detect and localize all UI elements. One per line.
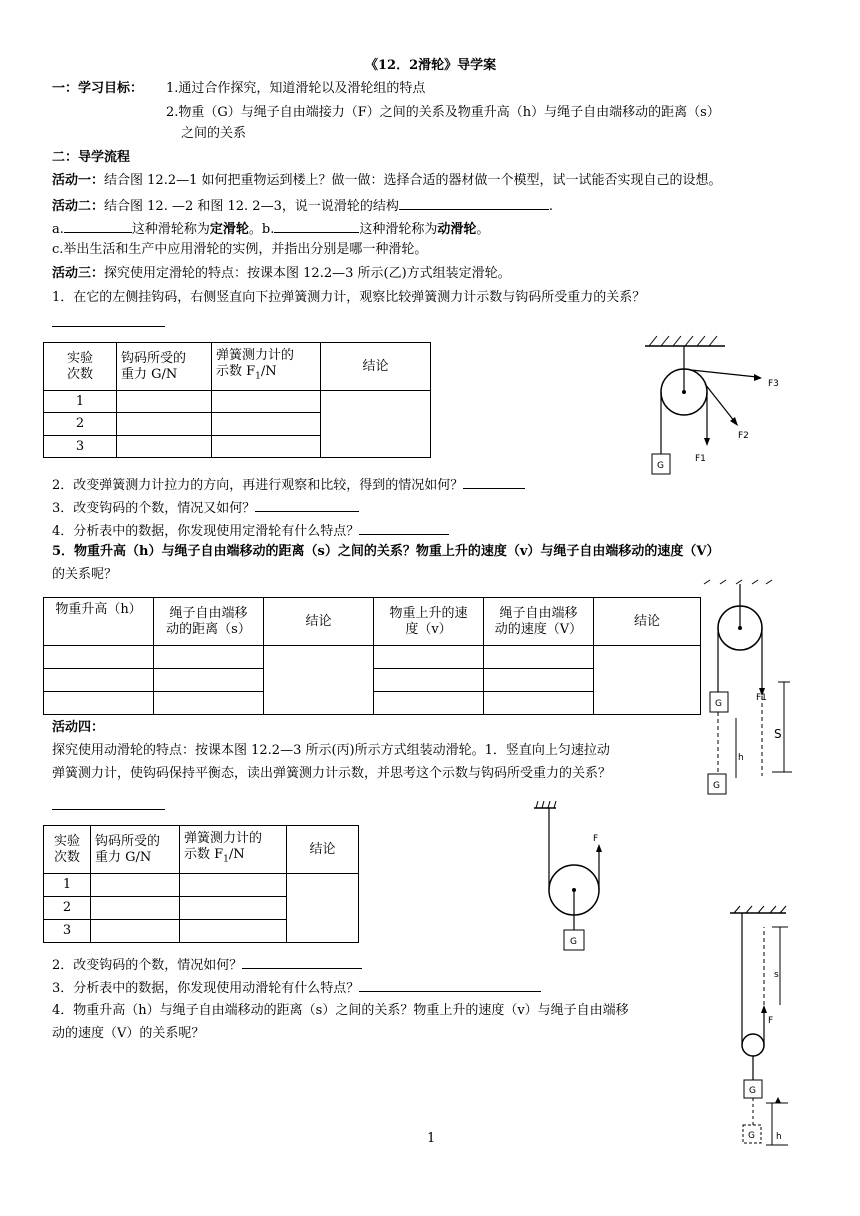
activity-4-q4: 4．物重升高（h）与绳子自由端移动的距离（s）之间的关系？物重上升的速度（v）与绳子自由端移 <box>52 1003 629 1018</box>
answer-blank[interactable] <box>274 219 359 233</box>
activity-3-q2: 2．改变弹簧测力计拉力的方向，再进行观察和比较，得到的情况如何？ <box>52 475 525 494</box>
table-cell: 3 <box>44 920 91 943</box>
table-header: 结论 <box>287 826 359 874</box>
table-header: 弹簧测力计的 示数 $F_1/N$ <box>212 343 321 391</box>
activity-2-text: 结合图 12. —2 和图 12. 2—3，说一说滑轮的结构 <box>104 199 399 214</box>
section-goals-label: 一：学习目标： <box>52 81 144 96</box>
answer-blank[interactable] <box>52 313 165 327</box>
weight-label-g: G <box>657 461 664 471</box>
table-header: 绳子自由端移 动的速度（V） <box>484 598 594 646</box>
force-label-f1: F1 <box>756 693 767 703</box>
table-header: 钩码所受的 重力 G/N <box>117 343 212 391</box>
conclusion-cell[interactable] <box>594 646 701 715</box>
activity-3-q5: 5．物重升高（h）与绳子自由端移动的距离（s）之间的关系？物重上升的速度（v）与绳子自由端移动的速度（V） <box>52 544 720 559</box>
activity-2-c: c.举出生活和生产中应用滑轮的实例，并指出分别是哪一种滑轮。 <box>52 242 428 257</box>
activity-1-label: 活动一： <box>52 173 105 188</box>
table-cell[interactable] <box>44 692 154 715</box>
fixed-pulley-table-1 <box>43 342 431 458</box>
table-header: 实验 次数 <box>44 343 117 391</box>
table-cell[interactable] <box>117 413 212 436</box>
goal-1: 1.通过合作探究，知道滑轮以及滑轮组的特点 <box>166 81 426 96</box>
table-cell[interactable] <box>154 669 264 692</box>
movable-pulley-distance-diagram <box>728 905 828 1150</box>
activity-1 <box>52 173 722 189</box>
table-cell[interactable] <box>180 897 287 920</box>
height-label-h: h <box>738 753 744 763</box>
activity-3-q4: 4．分析表中的数据，你发现使用定滑轮有什么特点？ <box>52 521 449 540</box>
height-label-h: h <box>776 1132 782 1142</box>
table-cell[interactable] <box>91 874 180 897</box>
answer-blank[interactable] <box>255 498 359 512</box>
table-cell[interactable] <box>154 646 264 669</box>
fixed-pulley-table-2 <box>43 597 701 715</box>
activity-4-text: 探究使用动滑轮的特点：按课本图 12.2—3 所示(丙)所示方式组装动滑轮。1．竖直向上匀速拉动 <box>52 743 610 758</box>
table-cell: 2 <box>44 413 117 436</box>
table-header: 绳子自由端移 动的距离（s） <box>154 598 264 646</box>
table-cell: 1 <box>44 874 91 897</box>
goal-2-cont: 之间的关系 <box>181 126 247 141</box>
table-cell[interactable] <box>91 897 180 920</box>
table-cell[interactable] <box>484 646 594 669</box>
fixed-pulley-diagram <box>635 334 795 482</box>
activity-4-q2: 2．改变钩码的个数，情况如何？ <box>52 955 362 974</box>
movable-pulley-term: 动滑轮 <box>437 222 477 237</box>
answer-blank[interactable] <box>359 978 541 992</box>
table-header: 弹簧测力计的 示数 $F_1/N$ <box>180 826 287 874</box>
weight-label-g: G <box>570 937 577 947</box>
activity-3 <box>52 266 511 282</box>
line-b-prefix: 。b. <box>248 222 275 237</box>
table-cell[interactable] <box>117 436 212 458</box>
answer-blank[interactable] <box>463 475 525 489</box>
table-cell[interactable] <box>117 391 212 413</box>
activity-4-text-cont: 弹簧测力计，使钩码保持平衡态，读出弹簧测力计示数，并思考这个示数与钩码所受重力的关系？ <box>52 766 612 781</box>
answer-blank[interactable] <box>52 796 165 810</box>
answer-blank[interactable] <box>64 219 132 233</box>
movable-pulley-diagram <box>530 800 630 960</box>
answer-blank[interactable] <box>399 196 549 210</box>
line-a-prefix: a. <box>52 222 64 237</box>
page-title: 《12．2滑轮》导学案 <box>365 58 497 73</box>
fixed-pulley-distance-diagram <box>700 578 800 803</box>
activity-3-label: 活动三： <box>52 266 105 281</box>
distance-label-s: s <box>774 970 779 980</box>
table-cell[interactable] <box>212 391 321 413</box>
goal-2: 2.物重（G）与绳子自由端接力（F）之间的关系及物重升高（h）与绳子自由端移动的距离（s） <box>166 105 720 120</box>
force-label-f2: F2 <box>738 431 749 441</box>
table-cell: 2 <box>44 897 91 920</box>
table-cell[interactable] <box>91 920 180 943</box>
table-cell[interactable] <box>484 669 594 692</box>
conclusion-cell[interactable] <box>321 391 431 458</box>
activity-3-text: 探究使用定滑轮的特点：按课本图 12.2—3 所示(乙)方式组装定滑轮。 <box>104 266 511 281</box>
table-cell[interactable] <box>374 646 484 669</box>
table-cell[interactable] <box>44 669 154 692</box>
table-cell: 1 <box>44 391 117 413</box>
activity-4-q3: 3．分析表中的数据，你发现使用动滑轮有什么特点？ <box>52 978 541 997</box>
line-a-text: 这种滑轮称为 <box>131 222 210 237</box>
force-label-f: F <box>768 1016 774 1026</box>
activity-3-q1: 1．在它的左侧挂钩码，右侧竖直向下拉弹簧测力计，观察比较弹簧测力计示数与钩码所受重力的关系？ <box>52 290 646 305</box>
weight-label-g: G <box>749 1086 756 1096</box>
activity-2: 活动二：结合图 12. —2 和图 12. 2—3，说一说滑轮的结构 . <box>52 196 553 215</box>
table-cell: 3 <box>44 436 117 458</box>
activity-2-ab <box>52 219 489 238</box>
activity-4-label: 活动四： <box>52 720 105 735</box>
line-b-text: 这种滑轮称为 <box>359 222 438 237</box>
conclusion-cell[interactable] <box>287 874 359 943</box>
table-cell[interactable] <box>154 692 264 715</box>
force-label-f1: F1 <box>695 454 706 464</box>
activity-1-text: 结合图 12.2—1 如何把重物运到楼上？做一做：选择合适的器材做一个模型，试一试能否实现自己的设想。 <box>104 173 722 188</box>
weight-label-g: G <box>715 699 722 709</box>
distance-label-s: S <box>774 727 782 741</box>
table-cell[interactable] <box>374 692 484 715</box>
fixed-pulley-term: 定滑轮 <box>209 222 249 237</box>
section-flow-label: 二：导学流程 <box>52 150 131 165</box>
conclusion-cell[interactable] <box>264 646 374 715</box>
line-b-end: 。 <box>476 222 490 237</box>
table-cell[interactable] <box>484 692 594 715</box>
movable-pulley-table <box>43 825 359 943</box>
page-number: 1 <box>427 1131 436 1146</box>
table-header: 结论 <box>594 598 701 646</box>
table-cell[interactable] <box>180 920 287 943</box>
table-cell[interactable] <box>180 874 287 897</box>
force-label-f3: F3 <box>768 379 779 389</box>
weight-label-g: G <box>748 1131 755 1141</box>
activity-2-label: 活动二： <box>52 199 105 214</box>
activity-4-q4-cont: 动的速度（V）的关系呢？ <box>52 1026 205 1041</box>
table-cell[interactable] <box>212 436 321 458</box>
table-header: 物重升高（h） <box>44 598 154 646</box>
answer-blank[interactable] <box>359 521 449 535</box>
activity-3-q3: 3．改变钩码的个数，情况又如何？ <box>52 498 359 517</box>
table-header: 实验 次数 <box>44 826 91 874</box>
force-label-f: F <box>593 834 599 844</box>
table-cell[interactable] <box>374 669 484 692</box>
table-header: 结论 <box>321 343 431 391</box>
table-header: 结论 <box>264 598 374 646</box>
table-cell[interactable] <box>44 646 154 669</box>
activity-3-q5-cont: 的关系呢？ <box>52 567 118 582</box>
table-header: 钩码所受的 重力 G/N <box>91 826 180 874</box>
answer-blank[interactable] <box>242 955 362 969</box>
weight-label-g: G <box>713 781 720 791</box>
table-header: 物重上升的速 度（v） <box>374 598 484 646</box>
table-cell[interactable] <box>212 413 321 436</box>
